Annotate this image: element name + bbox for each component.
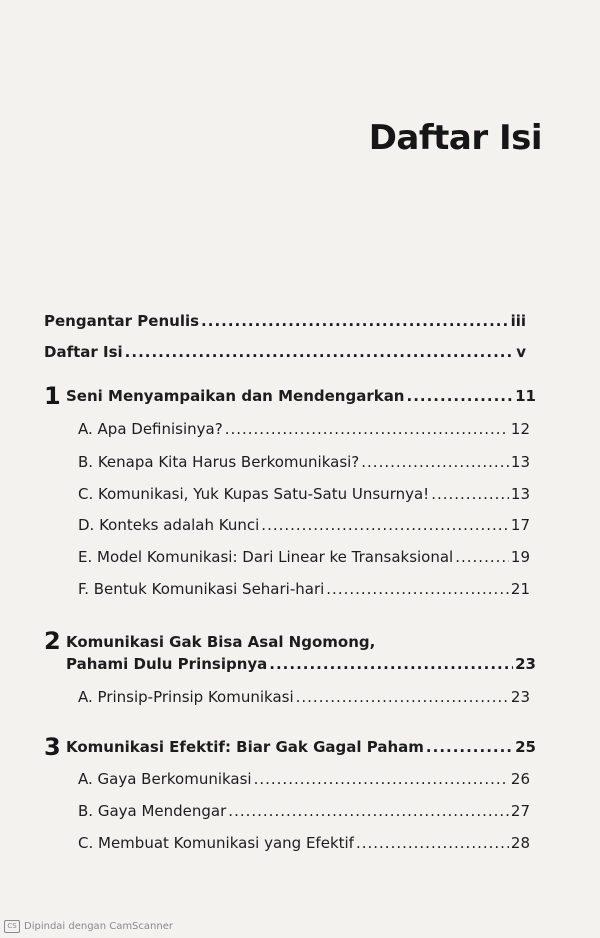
page-title: Daftar Isi [368, 118, 542, 158]
section-title: E. Model Komunikasi: Dari Linear ke Transaksional [78, 548, 454, 566]
toc-section[interactable] [78, 516, 530, 534]
toc-page-number: 26 [510, 770, 530, 788]
toc-section[interactable] [78, 548, 530, 566]
watermark-text: Dipindai dengan CamScanner [24, 921, 173, 932]
toc-section[interactable] [78, 485, 530, 503]
toc-entry-label: Daftar Isi [44, 343, 123, 361]
camscanner-logo-icon: CS [4, 920, 20, 933]
dot-leader [356, 834, 509, 852]
toc-page-number: iii [510, 312, 526, 330]
toc-page-number: 27 [510, 802, 530, 820]
section-title: A. Gaya Berkomunikasi [78, 770, 252, 788]
chapter-title: Seni Menyampaikan dan Mendengarkan [66, 387, 405, 405]
section-title: A. Apa Definisinya? [78, 420, 223, 438]
section-title: F. Bentuk Komunikasi Sehari-hari [78, 580, 325, 598]
toc-section[interactable] [78, 420, 530, 438]
section-title: B. Gaya Mendengar [78, 802, 227, 820]
dot-leader [296, 688, 509, 706]
toc-chapter-2[interactable] [66, 655, 536, 673]
chapter-title-continued: Pahami Dulu Prinsipnya [66, 655, 268, 673]
toc-page-number: 28 [510, 834, 530, 852]
dot-leader [326, 580, 509, 598]
toc-section[interactable] [78, 802, 530, 820]
toc-section[interactable] [78, 580, 530, 598]
toc-page-number: 17 [510, 516, 530, 534]
toc-chapter-3[interactable] [66, 738, 536, 756]
scanner-watermark [4, 920, 173, 933]
dot-leader [269, 655, 513, 673]
toc-section[interactable] [78, 453, 530, 471]
toc-page-number: 21 [510, 580, 530, 598]
section-title: D. Konteks adalah Kunci [78, 516, 260, 534]
toc-page-number: 23 [515, 655, 536, 673]
chapter-title: Komunikasi Efektif: Biar Gak Gagal Paham [66, 738, 424, 756]
dot-leader [455, 548, 509, 566]
chapter-number: 3 [44, 733, 61, 761]
toc-page-number: 13 [510, 485, 530, 503]
toc-entry-label: Pengantar Penulis [44, 312, 200, 330]
toc-page-number: 12 [510, 420, 530, 438]
toc-page-number: 11 [515, 387, 536, 405]
section-title: A. Prinsip-Prinsip Komunikasi [78, 688, 294, 706]
section-title: C. Komunikasi, Yuk Kupas Satu-Satu Unsurnya! [78, 485, 430, 503]
dot-leader [361, 453, 509, 471]
toc-page-number: 25 [515, 738, 536, 756]
toc-page-number: 23 [510, 688, 530, 706]
chapter-number: 2 [44, 627, 61, 655]
dot-leader [254, 770, 509, 788]
chapter-title: Komunikasi Gak Bisa Asal Ngomong, [66, 633, 376, 651]
toc-section[interactable] [78, 834, 530, 852]
section-title: B. Kenapa Kita Harus Berkomunikasi? [78, 453, 360, 471]
toc-page-number: 19 [510, 548, 530, 566]
dot-leader [228, 802, 509, 820]
dot-leader [407, 387, 514, 405]
toc-chapter-1[interactable] [66, 387, 536, 405]
dot-leader [201, 312, 509, 330]
dot-leader [426, 738, 513, 756]
chapter-number: 1 [44, 382, 61, 410]
toc-page-number: 13 [510, 453, 530, 471]
dot-leader [125, 343, 515, 361]
toc-entry-daftar-isi[interactable] [44, 343, 526, 361]
toc-section[interactable] [78, 770, 530, 788]
section-title: C. Membuat Komunikasi yang Efektif [78, 834, 354, 852]
toc-entry-pengantar[interactable] [44, 312, 526, 330]
dot-leader [431, 485, 509, 503]
dot-leader [261, 516, 509, 534]
dot-leader [225, 420, 509, 438]
toc-page-number: v [516, 343, 526, 361]
toc-section[interactable] [78, 688, 530, 706]
